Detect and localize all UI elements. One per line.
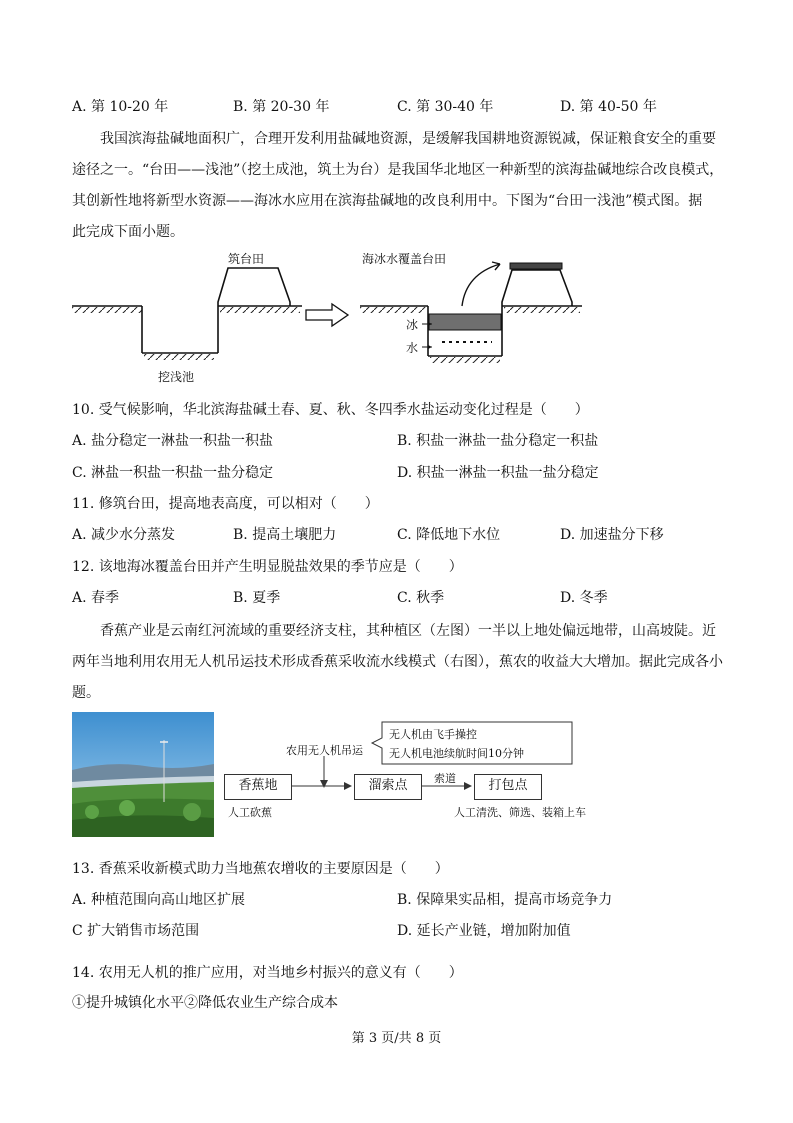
q12-option-b: B. 夏季 (233, 590, 281, 606)
cable-label: 索道 (434, 772, 456, 785)
q13-stem: 13. 香蕉采收新模式助力当地蕉农增收的主要原因是（ ） (72, 861, 449, 877)
passage-1-line-1: 我国滨海盐碱地面积广，合理开发利用盐碱地资源，是缓解我国耕地资源锐减，保证粮食安全的重要 (100, 131, 716, 147)
drone-info-battery: 无人机电池续航时间10分钟 (389, 747, 524, 760)
q13-option-b: B. 保障果实品相，提高市场竞争力 (397, 892, 613, 908)
box-packing-point: 打包点 (474, 774, 542, 800)
passage-1-line-4: 此完成下面小题。 (72, 224, 184, 240)
label-water: 水 (406, 341, 419, 355)
manual-cutting-label: 人工砍蕉 (228, 806, 272, 819)
ice-layer (429, 314, 501, 330)
transform-arrow (306, 304, 348, 326)
q10-stem: 10. 受气候影响，华北滨海盐碱土春、夏、秋、冬四季水盐运动变化过程是（ ） (72, 402, 589, 418)
drone-info-operator: 无人机由飞手操控 (389, 728, 477, 741)
ice-move-arrow (462, 264, 500, 306)
q11-option-c: C. 降低地下水位 (397, 527, 501, 543)
box-zipline-point: 溜索点 (354, 774, 422, 800)
terrace-pond-svg (70, 246, 590, 388)
q10-option-a: A. 盐分稳定一淋盐一积盐一积盐 (72, 433, 274, 449)
label-sea-ice-cover: 海冰水覆盖台田 (362, 252, 447, 266)
q9-option-b: B. 第 20-30 年 (233, 99, 330, 115)
page-footer: 第 3 页/共 8 页 (351, 1031, 442, 1046)
q14-statements: ①提升城镇化水平②降低农业生产综合成本 (72, 995, 338, 1011)
passage-2-line-3: 题。 (72, 685, 100, 701)
q13-option-a: A. 种植范围向高山地区扩展 (72, 892, 246, 908)
manual-packing-label: 人工清洗、筛选、装箱上车 (454, 806, 586, 819)
ice-covering-terrace (510, 263, 562, 269)
box-banana-field: 香蕉地 (224, 774, 292, 800)
label-build-terrace: 筑台田 (228, 252, 265, 266)
passage-2-line-2: 两年当地利用农用无人机吊运技术形成香蕉采收流水线模式（右图），蕉农的收益大大增加。据此完成各小 (72, 654, 723, 670)
q10-option-c: C. 淋盐一积盐一积盐一盐分稳定 (72, 465, 274, 481)
banana-plantation-photo (72, 712, 214, 837)
drone-lift-label: 农用无人机吊运 (286, 744, 363, 757)
q10-option-b: B. 积盐一淋盐一盐分稳定一积盐 (397, 433, 599, 449)
label-dig-pond: 挖浅池 (158, 370, 195, 384)
q9-option-a: A. 第 10-20 年 (72, 99, 169, 115)
q12-option-d: D. 冬季 (560, 590, 608, 606)
q12-option-c: C. 秋季 (397, 590, 445, 606)
q11-option-b: B. 提高土壤肥力 (233, 527, 337, 543)
harvest-flowchart (214, 712, 586, 837)
banana-photo-svg (72, 712, 214, 837)
q11-option-a: A. 减少水分蒸发 (72, 527, 176, 543)
q9-option-d: D. 第 40-50 年 (560, 99, 657, 115)
terrace-pond-diagram (70, 246, 590, 388)
q12-option-a: A. 春季 (72, 590, 120, 606)
left-ground-profile (72, 268, 302, 360)
q12-stem: 12. 该地海冰覆盖台田并产生明显脱盐效果的季节应是（ ） (72, 559, 463, 575)
q13-option-c: C 扩大销售市场范围 (72, 923, 200, 939)
passage-1-line-3: 其创新性地将新型水资源——海冰水应用在滨海盐碱地的改良利用中。下图为“台田一浅池”模式图。据 (72, 193, 703, 209)
q9-option-c: C. 第 30-40 年 (397, 99, 494, 115)
passage-1-line-2: 途径之一。“台田——浅池”（挖土成池，筑土为台）是我国华北地区一种新型的滨海盐碱地综合改良模式， (72, 162, 724, 178)
q11-option-d: D. 加速盐分下移 (560, 527, 664, 543)
q11-stem: 11. 修筑台田，提高地表高度，可以相对（ ） (72, 496, 379, 512)
q13-option-d: D. 延长产业链，增加附加值 (397, 923, 571, 939)
label-ice: 冰 (406, 318, 419, 332)
q14-stem: 14. 农用无人机的推广应用，对当地乡村振兴的意义有（ ） (72, 965, 463, 981)
passage-2-line-1: 香蕉产业是云南红河流域的重要经济支柱，其种植区（左图）一半以上地处偏远地带，山高坡陡。近 (100, 623, 716, 639)
right-ground-profile (360, 262, 582, 363)
q10-option-d: D. 积盐一淋盐一积盐一盐分稳定 (397, 465, 599, 481)
